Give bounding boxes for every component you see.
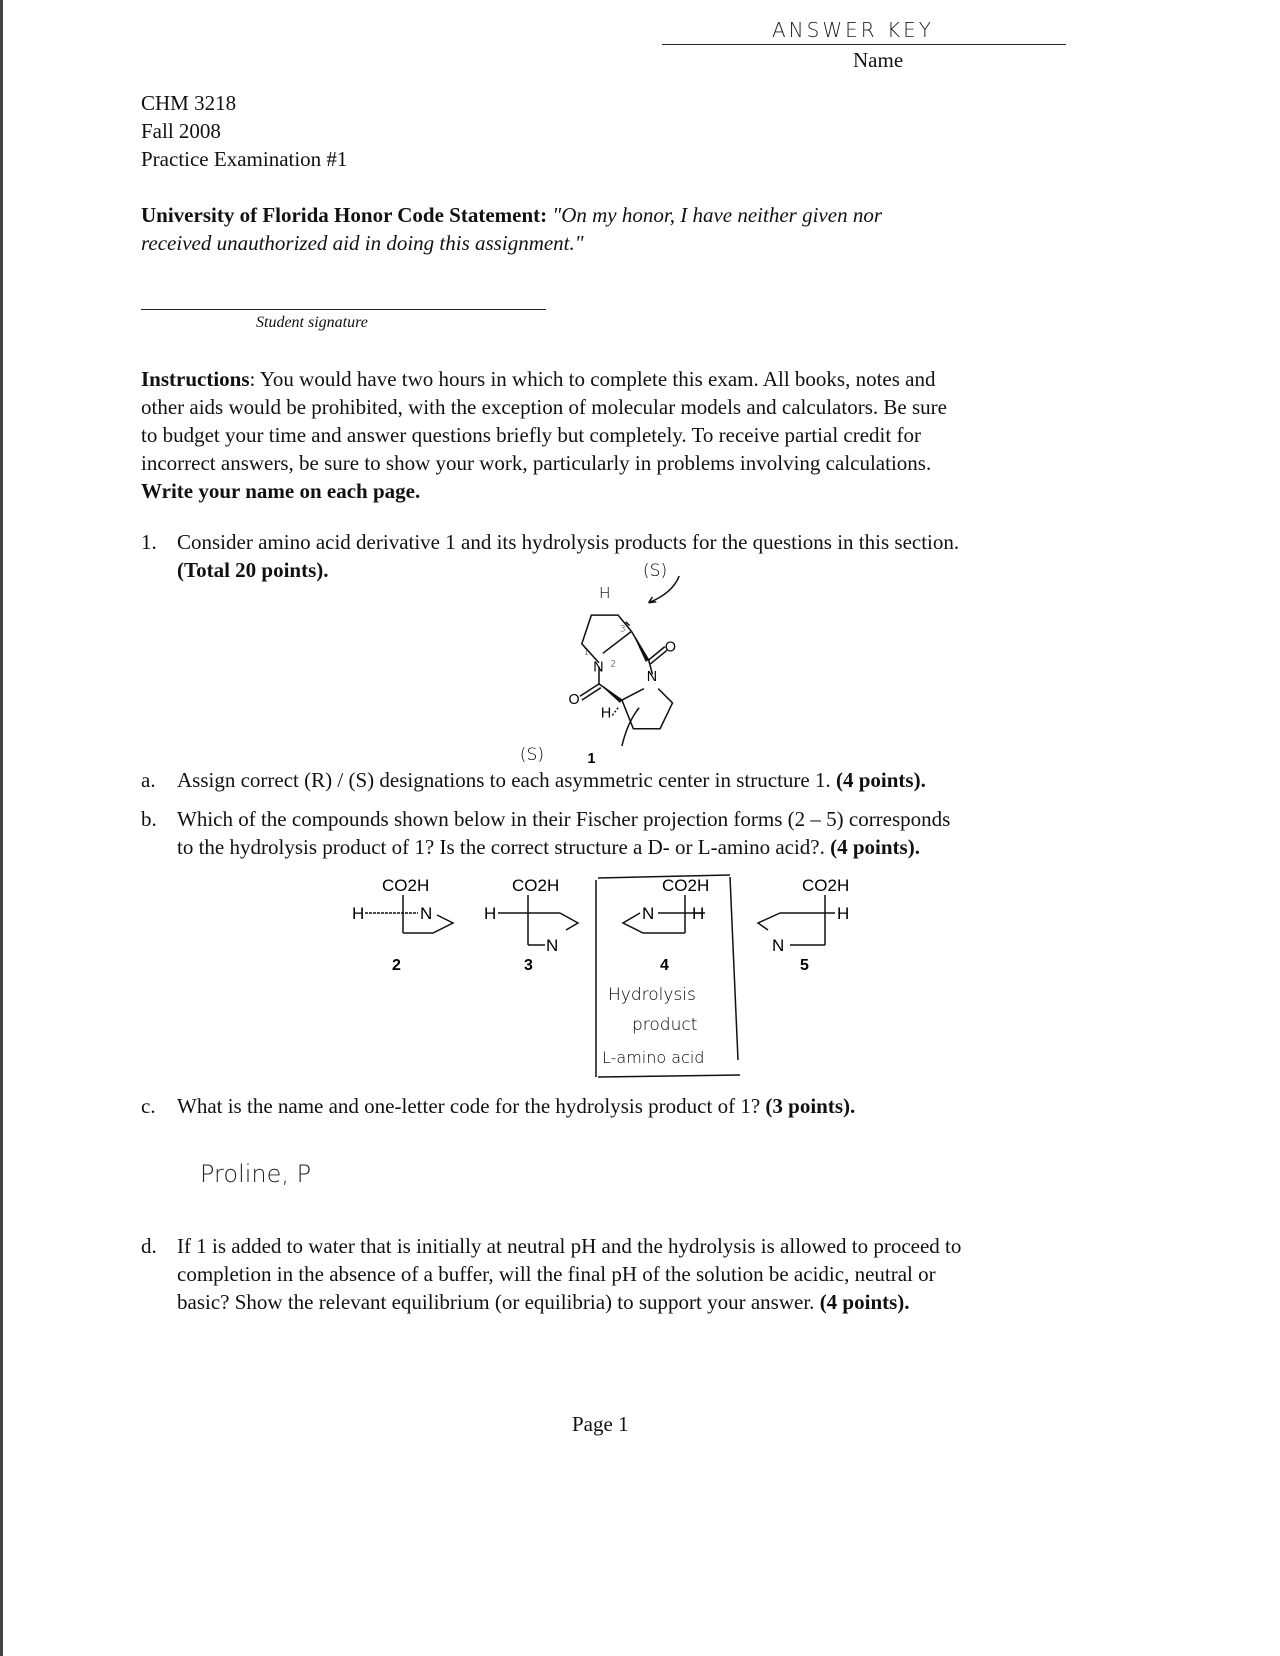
signature-label: Student signature: [256, 314, 368, 331]
fischer-5-label: 5: [800, 957, 809, 974]
fischer-2-top: CO2H: [382, 876, 430, 895]
answer-b-line1: Hydrolysis: [608, 985, 696, 1005]
atom-h-bottom: H: [600, 705, 612, 722]
instructions-line2: other aids would be prohibited, with the exception of molecular models and calculators. Be sure: [141, 395, 947, 419]
fischer-2-right: N: [420, 904, 433, 923]
q1a-letter: a.: [141, 768, 156, 792]
hand-num-3: 3: [620, 624, 626, 635]
q1b-text1: Which of the compounds shown below in their Fischer projection forms (2 – 5) corresponds: [177, 807, 951, 831]
fischer-3-top: CO2H: [512, 876, 560, 895]
name-label: Name: [853, 48, 904, 72]
course: CHM 3218: [141, 91, 237, 115]
q1-points: (Total 20 points).: [177, 558, 329, 582]
q1d-points: (4 points).: [819, 1290, 910, 1314]
honor-label: University of Florida Honor Code Statement:: [141, 203, 548, 227]
honor-statement-2: received unauthorized aid in doing this assignment.": [141, 231, 584, 255]
scan-edge: [0, 0, 3, 1656]
q1b-letter: b.: [141, 807, 157, 831]
fischer-5-top: CO2H: [802, 876, 850, 895]
q1-text: Consider amino acid derivative 1 and its hydrolysis products for the questions in this section.: [177, 530, 960, 554]
q1c-question: What is the name and one-letter code for the hydrolysis product of 1?: [177, 1094, 761, 1118]
atom-n-2: N: [646, 669, 658, 685]
q1a-points: (4 points).: [835, 768, 926, 792]
q1b-points: (4 points).: [830, 835, 920, 859]
term: Fall 2008: [141, 119, 221, 143]
instructions-line3: to budget your time and answer questions briefly but completely. To receive partial credit for: [141, 423, 921, 447]
honor-statement-1: "On my honor, I have neither given nor: [552, 203, 882, 227]
instructions-line1: [141, 367, 935, 392]
fischer-5-right: H: [837, 904, 850, 923]
fischer-4-left: N: [642, 904, 655, 923]
fischer-3-label: 3: [524, 957, 533, 974]
fischer-3-left: H: [484, 904, 497, 923]
answer-b-line3: L-amino acid: [602, 1048, 705, 1067]
fischer-4-top: CO2H: [662, 876, 710, 895]
instructions-line4: incorrect answers, be sure to show your work, particularly in problems involving calculations.: [141, 451, 932, 475]
instructions-label: Instructions: [141, 367, 250, 391]
instructions-line5: Write your name on each page.: [141, 479, 421, 503]
q1b-question: to the hydrolysis product of 1? Is the correct structure a D- or L-amino acid?.: [177, 835, 825, 859]
signature-line[interactable]: [141, 309, 546, 310]
atom-h-top: H: [599, 583, 611, 602]
structure-1-diagram: [515, 555, 725, 765]
q1d-letter: d.: [141, 1234, 157, 1258]
handwritten-s-bottom: (S): [519, 745, 545, 765]
name-line: [662, 44, 1066, 45]
fischer-projections: [340, 865, 880, 1080]
fischer-2-label: 2: [392, 957, 401, 974]
atom-n-1: N: [593, 659, 604, 676]
fischer-5-ring: N: [772, 936, 785, 955]
fischer-4-label: 4: [660, 957, 669, 974]
instructions-text: : You would have two hours in which to complete this exam. All books, notes and: [249, 367, 936, 391]
honor-code: [141, 203, 882, 228]
q1a-question: Assign correct (R) / (S) designations to each asymmetric center in structure 1.: [177, 768, 831, 792]
answer-b-line2: product: [632, 1015, 698, 1035]
fischer-4-right: H: [692, 904, 705, 923]
fischer-2-left: H: [352, 904, 365, 923]
hand-num-1: 1: [583, 647, 590, 658]
answer-key-handwriting: ANSWER KEY: [772, 18, 934, 42]
structure-label-1: 1: [587, 751, 596, 765]
atom-o-2: O: [568, 691, 580, 708]
q1-number: 1.: [141, 530, 157, 554]
fischer-3-ring: N: [546, 936, 559, 955]
q1a-text: [177, 768, 926, 793]
q1d-text2: completion in the absence of a buffer, will the final pH of the solution be acidic, neutral or: [177, 1262, 936, 1286]
handwritten-s-top: (S): [642, 561, 668, 581]
q1c-text: [177, 1094, 855, 1119]
q1d-text1: If 1 is added to water that is initially at neutral pH and the hydrolysis is allowed to proceed to: [177, 1234, 962, 1258]
q1d-question: basic? Show the relevant equilibrium (or equilibria) to support your answer.: [177, 1290, 815, 1314]
answer-c-handwriting: Proline, P: [200, 1160, 312, 1188]
q1d-text3: [177, 1290, 910, 1315]
q1c-points: (3 points).: [765, 1094, 856, 1118]
exam-title: Practice Examination #1: [141, 147, 348, 171]
page-number: Page 1: [572, 1412, 629, 1436]
hand-num-2: 2: [610, 659, 616, 670]
q1c-letter: c.: [141, 1094, 156, 1118]
atom-o-1: O: [664, 639, 676, 656]
q1b-text2: [177, 835, 920, 860]
